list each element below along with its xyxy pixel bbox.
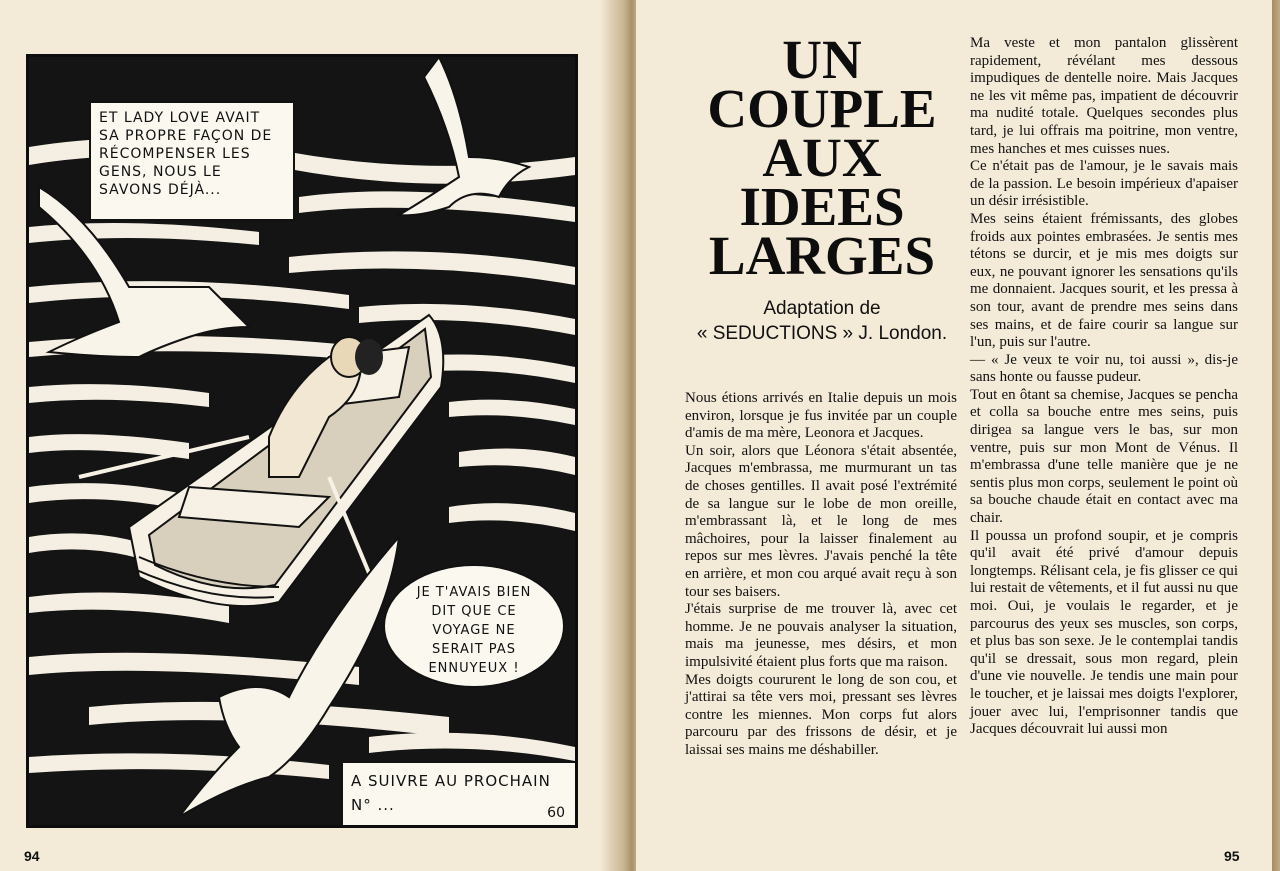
text-column-right	[970, 35, 1238, 739]
subtitle-line: Adaptation de	[763, 298, 881, 319]
paragraph: Mes seins étaient frémissants, des globes froids aux pointes embrasées. Je sentis mes tétons se durcir, et je mis mes doigts sur eux, ne pouvant ignorer les sensations qu'ils me donnaient. Jacques sourit, et les pressa à son tour, avant de prendre mes seins dans ses mains, et de faire courir sa langue sur l'un, puis sur l'autre.	[970, 210, 1238, 351]
title-line: LARGES	[708, 225, 936, 286]
article-subtitle	[684, 296, 960, 346]
paragraph: — « Je veux te voir nu, toi aussi », dis-je sans honte ou fausse pudeur.	[970, 351, 1238, 386]
title-line: COUPLE	[707, 78, 937, 139]
subtitle-line: « SEDUCTIONS » J. London.	[696, 323, 948, 344]
paragraph: Tout en ôtant sa chemise, Jacques se pencha et colla sa bouche entre mes seins, puis dirigea sa langue vers le bas, sur mon ventre, puis sur mon Mont de Vénus. Il m'embrassa d'une telle manière que je ne sentis plus mon corps, seulement le point où sa bouche chaude était en contact avec ma chair.	[970, 386, 1238, 527]
paragraph: Un soir, alors que Léonora s'était absentée, Jacques m'embrassa, me murmurant un tas de choses gentilles. Il avait posé l'extrémité de sa langue sur le lobe de mon oreille, m'embrassant là, et le long de mes mâchoires, pour la laisser finalement au repos sur mes lèvres. J'avais penché la tête en arrière, et mon cou arqué avait reçu à son tour ses baisers.	[685, 442, 957, 600]
gutter-shadow-left	[600, 0, 636, 871]
speech-balloon: JE T'AVAIS BIEN DIT QUE CE VOYAGE NE SERAIT PAS ENNUYEUX !	[383, 564, 565, 688]
title-line: IDEES	[739, 176, 905, 237]
page-number-right: 95	[1224, 848, 1240, 864]
title-line: AUX	[762, 127, 882, 188]
panel-number: 60	[547, 805, 565, 821]
caption-top: ET LADY LOVE AVAIT SA PROPRE FAÇON DE RÉCOMPENSER LES GENS, NOUS LE SAVONS DÉJÀ...	[89, 101, 295, 221]
paragraph: J'étais surprise de me trouver là, avec cet homme. Je ne pouvais analyser la situation, mais ma jeunesse, mes désirs, et mon impulsivité étaient plus forts que ma raison.	[685, 601, 957, 670]
paragraph: Ce n'était pas de l'amour, je le savais mais de la passion. Le besoin impérieux d'apaiser un désir irrésistible.	[970, 158, 1238, 210]
left-page	[0, 0, 636, 871]
comic-panel	[26, 54, 578, 828]
text-column-left	[685, 390, 957, 759]
article-title	[690, 29, 954, 286]
paragraph: Ma veste et mon pantalon glissèrent rapidement, révélant mes dessous impudiques de dentelle noire. Mais Jacques ne les vit même pas, impatient de découvrir ma nudité totale. Quelques secondes plus tard, je lui offrais ma poitrine, mon ventre, mes hanches et mes cuisses nues.	[970, 35, 1238, 157]
paragraph: Nous étions arrivés en Italie depuis un mois environ, lorsque je fus invitée par un couple d'amis de ma mère, Leonora et Jacques.	[685, 390, 957, 442]
right-page	[636, 0, 1280, 871]
paragraph: Mes doigts coururent le long de son cou, et j'attirai sa tête vers moi, pressant ses lèvres contre les miennes. Mon corps fut alors parcouru par des frissons de désir, et je laissai ses mains me déshabiller.	[685, 671, 957, 758]
title-line: UN	[782, 29, 862, 90]
caption-bottom: A SUIVRE AU PROCHAIN N° ...	[341, 761, 578, 827]
paragraph: Il poussa un profond soupir, et je compris qu'il avait été privé d'amour depuis longtemps. Rélisant cela, je fis glisser ce qui lui restait de vêtements, et il fut aussi nu que moi. Oui, je voulais le regarder, et je parcourus des yeux ses muscles, son corps, et plus bas son sexe. Je le contemplai tandis qu'il se dressait, sous mon regard, plein d'une vie nouvelle. Je tendis une main pour le toucher, et je laissai mes doigts l'explorer, jouer avec lui, l'emprisonner tandis que Jacques découvrait lui aussi mon	[970, 527, 1238, 738]
gutter-shadow-right	[1272, 0, 1280, 871]
page-number-left: 94	[24, 848, 40, 864]
